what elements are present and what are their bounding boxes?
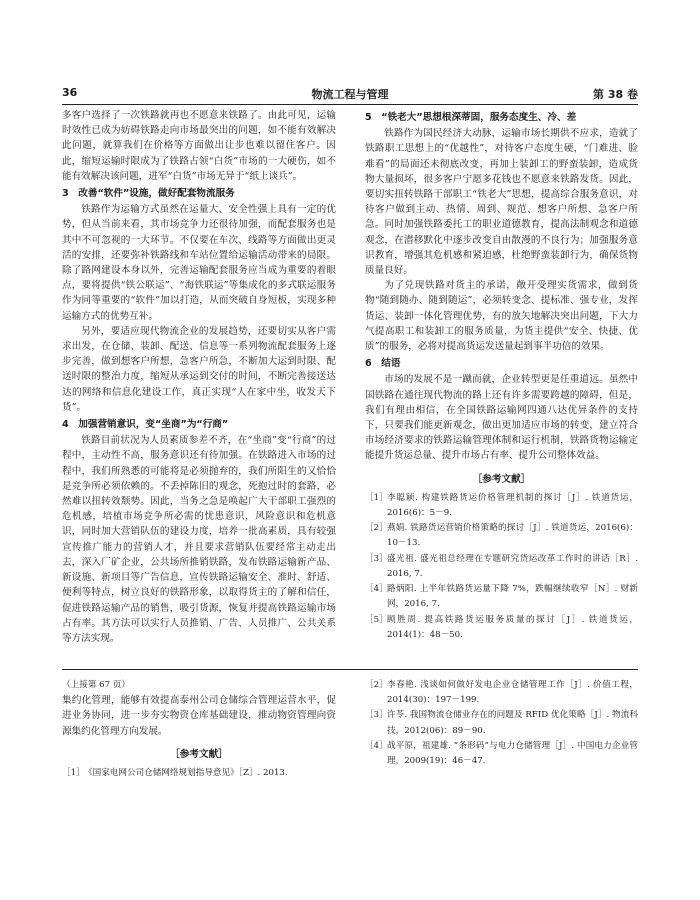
reference-item: ［2］ 李春艳. 浅谈如何做好发电企业仓储管理工作［J］. 价值工程，2014(30)：197－199.	[365, 680, 638, 706]
right-column	[365, 108, 638, 643]
section-heading-6: 6 结语	[365, 358, 401, 370]
paragraph: 集约化管理，能够有效提高泰州公司仓储综合管理运营水平，促进业务协同，进一步夯实物资仓库基础建设，推动物资管理向资源集约化管理方向发展。	[62, 695, 336, 737]
paragraph: 为了兑现铁路对货主的承诺，敞开受理实货需求，做到货物“随到随办、随到随运”，必须转变念、提标准、强专业，发挥货运、装卸一体化管理优势，有的放矢地解决突出问题，下大力气提高职工和装卸工的服务质量，为货主提供“安全、快捷、优质”的服务，必将对提高货运发送量起到事半功倍的效果。	[365, 280, 638, 353]
reference-item: ［4］ 路炳阳. 上半年铁路货运量下降 7%，跌幅继续收窄［N］. 财新网，2016, 7.	[365, 584, 638, 610]
reference-item: ［4］ 战平原，祖建雄. “条形码”与电力仓储管理［J］. 中国电力企业管理，2009(19)：46－47.	[365, 740, 638, 767]
reference-item: ［2］ 燕娟. 铁路货运营销价格策略的探讨［J］. 铁道货运，2016(6)：10－13.	[365, 523, 638, 549]
journal-title: 物流工程与管理	[311, 88, 389, 101]
paragraph: 铁路作为国民经济大动脉，运输市场长期供不应求，造就了铁路职工思想上的“优越性”，对待客户态度生硬，“门难进、脸难看”的局面还未彻底改变，再加上装卸工的野蛮装卸，造成货物大量损坏，很多客户宁愿多花钱也不愿意来铁路发货。因此，要切实扭转铁路干部职工“铁老大”思想，提高综合服务意识，对待客户做到主动、热情、周到、规范、想客户所想、急客户所急。同时加强铁路委托工的职业道德教育，提高法制观念和道德观念，在潜移默化中逐步改变自由散漫的不良行为；加强服务意识教育，增强其危机感和紧迫感，杜绝野蛮装卸行为，确保货物质量良好。	[365, 128, 638, 277]
reference-item: ［3］ 许苓. 我国物流仓储业存在的问题及 RFID 优化策略［J］. 物流科技，2012(06)：89－90.	[365, 710, 638, 736]
paragraph: 多客户选择了一次铁路就再也不愿意来铁路了。由此可见，运输时效性已成为妨碍铁路走向市场最突出的问题，如不能有效解决此问题，就算我们在价格等方面做出让步也难以留住客户。因此，缩短运输时限成为了铁路占领“白货”市场的一大硬伤，如不能有效解决该问题，进军“白货”市场无异于“纸上谈兵”。	[62, 110, 336, 182]
page-number: 36	[62, 86, 78, 99]
continued-from-note: （上接第 67 页）	[62, 680, 130, 690]
continued-references-column	[365, 678, 638, 769]
reference-item: ［1］ 《国家电网公司仓储网络规划指导意见》［Z］. 2013.	[62, 768, 288, 779]
paragraph: 铁路作为运输方式虽然在运量大、安全性强上具有一定的优势，但从当前来看，其市场竞争力还很待加强，而配套服务也是其中不可忽视的一大环节。不仅要在车次、线路等方面做出更灵活的安排，还要弥补铁路线和车站位置给运输活动带来的局限。除了路网建设本身以外，完善运输配套服务应当成为重要的着眼点，要将提供“铁公联运”、“海铁联运”等集成化的多式联运服务作为同等重要的“软件”加以打造，从而突破自身短板，实现多种运输方式的优势互补。	[62, 204, 336, 322]
section-heading-4: 4 加强营销意识，变“坐商”为“行商”	[62, 419, 229, 431]
references-list	[365, 491, 638, 643]
paragraph: 另外，要适应现代物流企业的发展趋势，还要切实从客户需求出发，在仓储、装卸、配送、信息等一系列物流配套服务上逐步完善，做到想客户所想，急客户所急，不断加大运到时限、配送时限的整治力度，缩短从承运到交付的时间，不断完善接送达达的网络和信息化建设工作，真正实现“人在家中坐，收发天下货”。	[62, 325, 336, 413]
paragraph: 铁路目前状况为人员素质参差不齐，在“坐商”变“行商”的过程中，主动性不高，服务意识还有待加强。在铁路进入市场的过程中，我们所熟悉的可能将是必须抛弃的，我们所阳生的又恰恰是竞争所必须依赖的。不丢掉陈旧的观念，死抱过时的套路，必然难以扭转效颓势。因此，当务之急是唤起广大干部职工强烈的危机感，培植市场竞争所必需的忧患意识，风险意识和危机意识，同时加大营销队伍的建设力度，培养一批高素质，具有较强宣传推广能力的营销人才，并且要求营销队伍要经常主动走出去，深入厂矿企业，公共场所推销铁路，发布铁路运输新产品、新设施、新项目等广告信息，宣传铁路运输安全、准时、舒适、便利等特点，树立良好的铁路形象，以取得货主的了解和信任，促进铁路运输产品的销售，吸引货源，恢复并提高铁路运输市场占有率。其方法可以实行人员推销、广告、人员推广、公共关系等方法实现。	[62, 435, 336, 644]
left-column	[62, 108, 336, 646]
continued-article-column	[62, 678, 336, 781]
reference-item: ［1］ 李聪颖. 构建铁路货运价格管理机制的探讨［J］. 铁道货运，2016(6)：5－9.	[365, 492, 638, 519]
section-divider	[62, 669, 638, 670]
section-heading-5: 5 “铁老大”思想根深蒂固，服务态度生、冷、差	[365, 112, 577, 123]
running-header	[62, 86, 638, 104]
references-title: ［参考文献］	[170, 748, 228, 760]
references-title: ［参考文献］	[472, 473, 531, 485]
reference-item: ［3］ 盛光祖. 盛光祖总经理在专题研究货运改革工作时的讲话［R］. 2016, 7.	[365, 553, 638, 579]
volume-label: 第 38 卷	[593, 88, 638, 101]
reference-item: ［5］ 顾胜周. 提高铁路货运服务质量的探讨［J］. 铁道货运，2014(1)：48－50.	[365, 614, 638, 640]
paragraph: 市场的发展不是一蹴而就，企业转型更是任重道远。虽然中国铁路在通往现代物流的路上还有许多需要跨越的障碍，但是，我们有理由相信，在全国铁路运输网四通八达优异条件的支持下，只要我们能更新观念，做出更加适应市场的转变，建立符合市场经济要求的铁路运输管理体制和运行机制，铁路货物运输定能提升货运总量、提升市场占有率、提升公司整体效益。	[365, 374, 638, 462]
header-rule	[62, 104, 638, 105]
section-heading-3: 3 改善“软件”设施，做好配套物流服务	[62, 188, 235, 200]
